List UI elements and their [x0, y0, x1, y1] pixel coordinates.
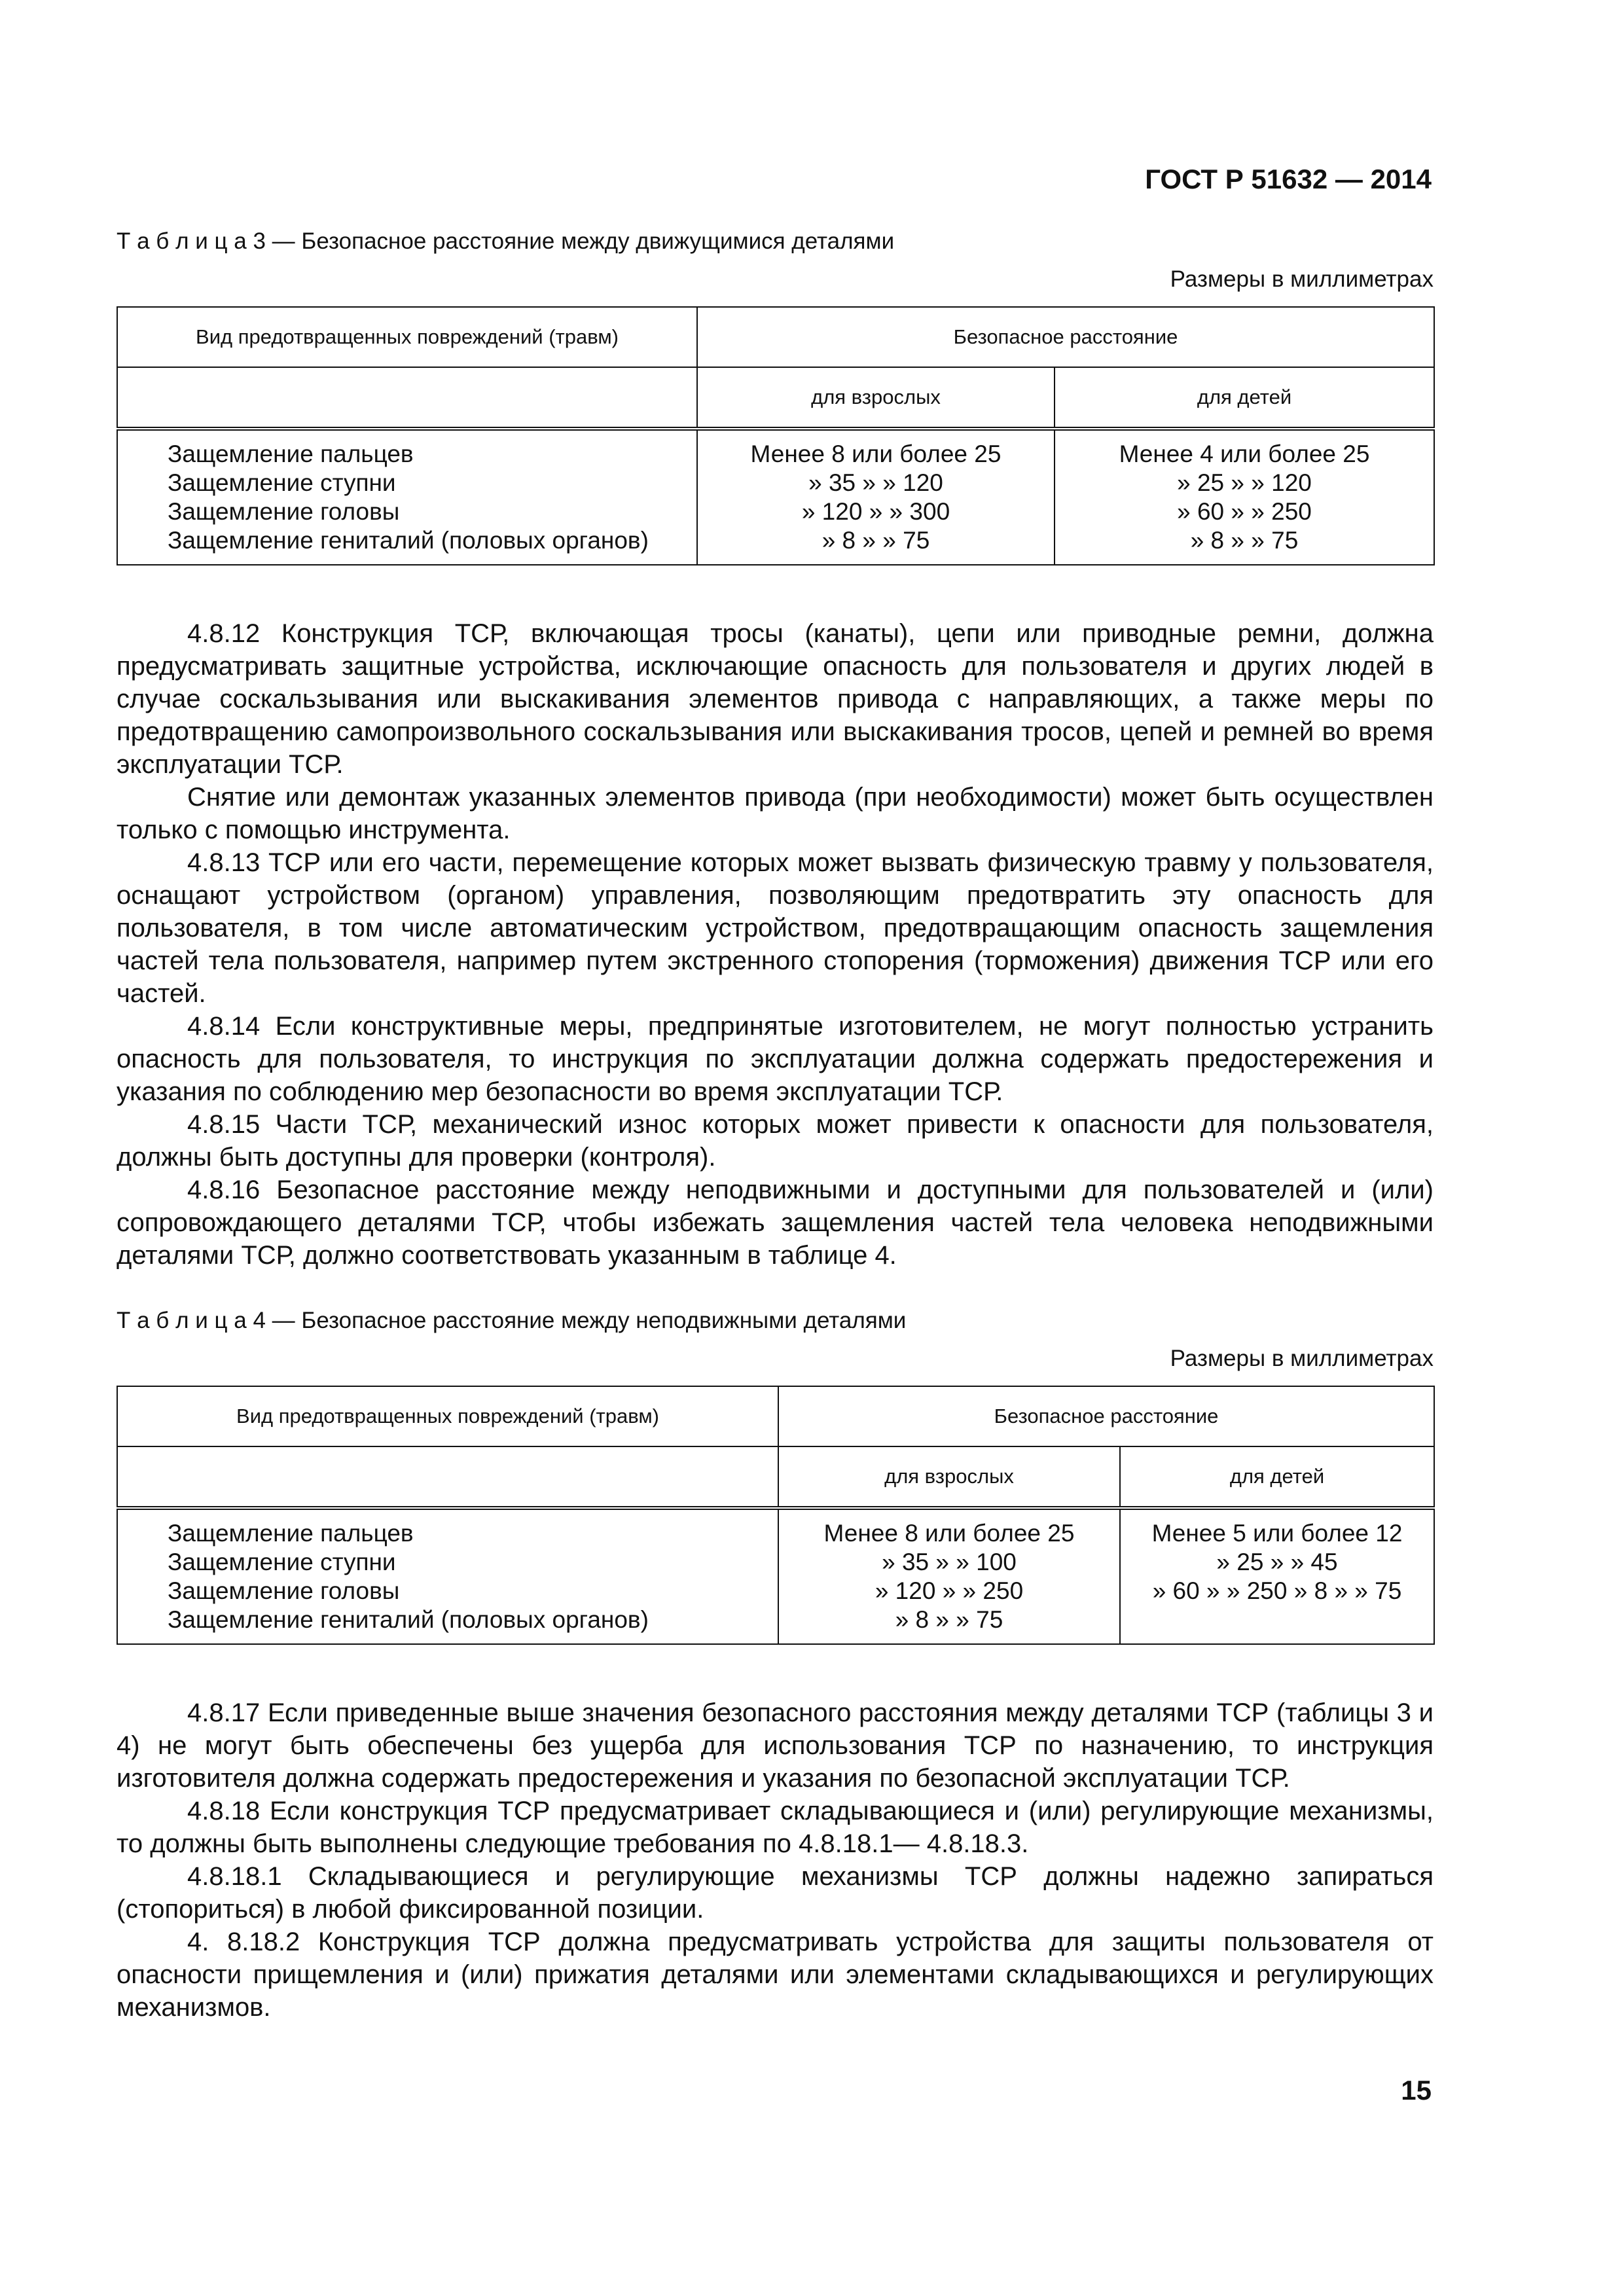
header-children: для детей [1055, 367, 1434, 429]
adults-value: » 120 » » 300 [801, 498, 950, 525]
injury-type-item: Защемление пальцев [168, 440, 414, 467]
paragraph-4-8-14: 4.8.14 Если конструктивные меры, предпринятые изготовителем, не могут полностью устранить опасность для пользователя, то инструкция по эксплуатации должна содержать предостережения и указания по соблюдению мер безопасности во время эксплуатации ТСР. [117, 1012, 1434, 1106]
injury-type-item: Защемление пальцев [168, 1520, 414, 1547]
adults-value: » 8 » » 75 [821, 527, 930, 554]
children-values-cell [1120, 1508, 1434, 1644]
table-3-block [117, 226, 1434, 565]
body-text-section-1 [117, 617, 1434, 1272]
paragraph-4-8-16: 4.8.16 Безопасное расстояние между неподвижными и доступными для пользователей и (или) сопровождающего деталями ТСР, чтобы избежать защемления частей тела человека неподвижными деталями ТСР, должно соответствовать указанным в таблице 4. [117, 1175, 1434, 1270]
adults-value: » 35 » » 120 [808, 469, 943, 496]
paragraph-4-8-18-1: 4.8.18.1 Складывающиеся и регулирующие механизмы ТСР должны надежно запираться (стопориться) в любой фиксированной позиции. [117, 1862, 1434, 1924]
table-3 [117, 306, 1435, 565]
adults-values-cell [697, 429, 1055, 565]
children-value: » 25 » » 45 [1216, 1549, 1338, 1575]
paragraph-4-8-15: 4.8.15 Части ТСР, механический износ которых может привести к опасности для пользователя, должны быть доступны для проверки (контроля). [117, 1110, 1434, 1172]
adults-values-cell [778, 1508, 1120, 1644]
header-safe-distance: Безопасное расстояние [697, 307, 1434, 367]
injury-type-item: Защемление ступни [168, 1549, 396, 1575]
adults-value: » 35 » » 100 [882, 1549, 1017, 1575]
injury-type-item: Защемление головы [168, 1577, 400, 1604]
adults-value: Менее 8 или более 25 [823, 1520, 1075, 1547]
injury-type-cell [117, 1508, 778, 1644]
injury-type-item: Защемление ступни [168, 469, 396, 496]
adults-value: » 8 » » 75 [895, 1606, 1003, 1633]
page-number: 15 [1401, 2075, 1432, 2106]
injury-type-item: Защемление головы [168, 498, 400, 525]
header-adults: для взрослых [778, 1446, 1120, 1508]
children-value: Менее 5 или более 12 [1151, 1520, 1403, 1547]
children-value: Менее 4 или более 25 [1119, 440, 1370, 467]
children-value: » 25 » » 120 [1177, 469, 1312, 496]
header-safe-distance: Безопасное расстояние [778, 1386, 1434, 1446]
injury-type-item: Защемление гениталий (половых органов) [168, 527, 649, 554]
adults-value: Менее 8 или более 25 [750, 440, 1001, 467]
table-4-caption: Т а б л и ц а 4 — Безопасное расстояние между неподвижными деталями [117, 1308, 907, 1333]
table-row [117, 1508, 1434, 1644]
injury-type-item: Защемление гениталий (половых органов) [168, 1606, 649, 1633]
paragraph-removal: Снятие или демонтаж указанных элементов привода (при необходимости) может быть осуществлен только с помощью инструмента. [117, 783, 1434, 844]
header-adults: для взрослых [697, 367, 1055, 429]
standard-number: ГОСТ Р 51632 — 2014 [1145, 164, 1432, 194]
paragraph-4-8-13: 4.8.13 ТСР или его части, перемещение которых может вызвать физическую травму у пользователя, оснащают устройством (органом) управления, позволяющим предотвратить эту опасность для пользователя, в том числе автоматическим устройством, предотвращающим опасность защемления частей тела пользователя, например путем экстренного стопорения (торможения) движения ТСР или его частей. [117, 848, 1434, 1008]
header-children: для детей [1120, 1446, 1434, 1508]
children-value: » 60 » » 250 [1177, 498, 1312, 525]
table-4-block [117, 1306, 1434, 1645]
table-4-units: Размеры в миллиметрах [1170, 1346, 1434, 1371]
injury-type-cell [117, 429, 697, 565]
table-3-caption: Т а б л и ц а 3 — Безопасное расстояние между движущимися деталями [117, 228, 895, 254]
header-injury-type: Вид предотвращенных повреждений (травм) [117, 1386, 778, 1446]
paragraph-4-8-12: 4.8.12 Конструкция ТСР, включающая тросы (канаты), цепи или приводные ремни, должна предусматривать защитные устройства, исключающие опасность для пользователя и других людей в случае соскальзывания или выскакивания элементов привода с направляющих, а также меры по предотвращению самопроизвольного соскальзывания или выскакивания тросов, цепей и ремней во время эксплуатации ТСР. [117, 619, 1434, 779]
header-empty-cell [117, 367, 697, 429]
body-text-section-2 [117, 1696, 1434, 2024]
paragraph-4-8-17: 4.8.17 Если приведенные выше значения безопасного расстояния между деталями ТСР (таблицы 3 и 4) не могут быть обеспечены без ущерба для использования ТСР по назначению, то инструкция изготовителя должна содержать предостережения и указания по безопасной эксплуатации ТСР. [117, 1698, 1434, 1793]
header-empty-cell [117, 1446, 778, 1508]
children-value: » 60 » » 250 » 8 » » 75 [1152, 1577, 1402, 1604]
children-values-cell [1055, 429, 1434, 565]
table-row [117, 429, 1434, 565]
children-value: » 8 » » 75 [1190, 527, 1299, 554]
table-4 [117, 1386, 1435, 1645]
paragraph-4-8-18: 4.8.18 Если конструкция ТСР предусматривает складывающиеся и (или) регулирующие механизмы, то должны быть выполнены следующие требования по 4.8.18.1— 4.8.18.3. [117, 1797, 1434, 1858]
paragraph-4-8-18-2: 4. 8.18.2 Конструкция ТСР должна предусматривать устройства для защиты пользователя от опасности прищемления и (или) прижатия деталями или элементами складывающихся и регулирующих механизмов. [117, 1928, 1434, 2022]
table-3-units: Размеры в миллиметрах [1170, 266, 1434, 292]
adults-value: » 120 » » 250 [875, 1577, 1024, 1604]
header-injury-type: Вид предотвращенных повреждений (травм) [117, 307, 697, 367]
